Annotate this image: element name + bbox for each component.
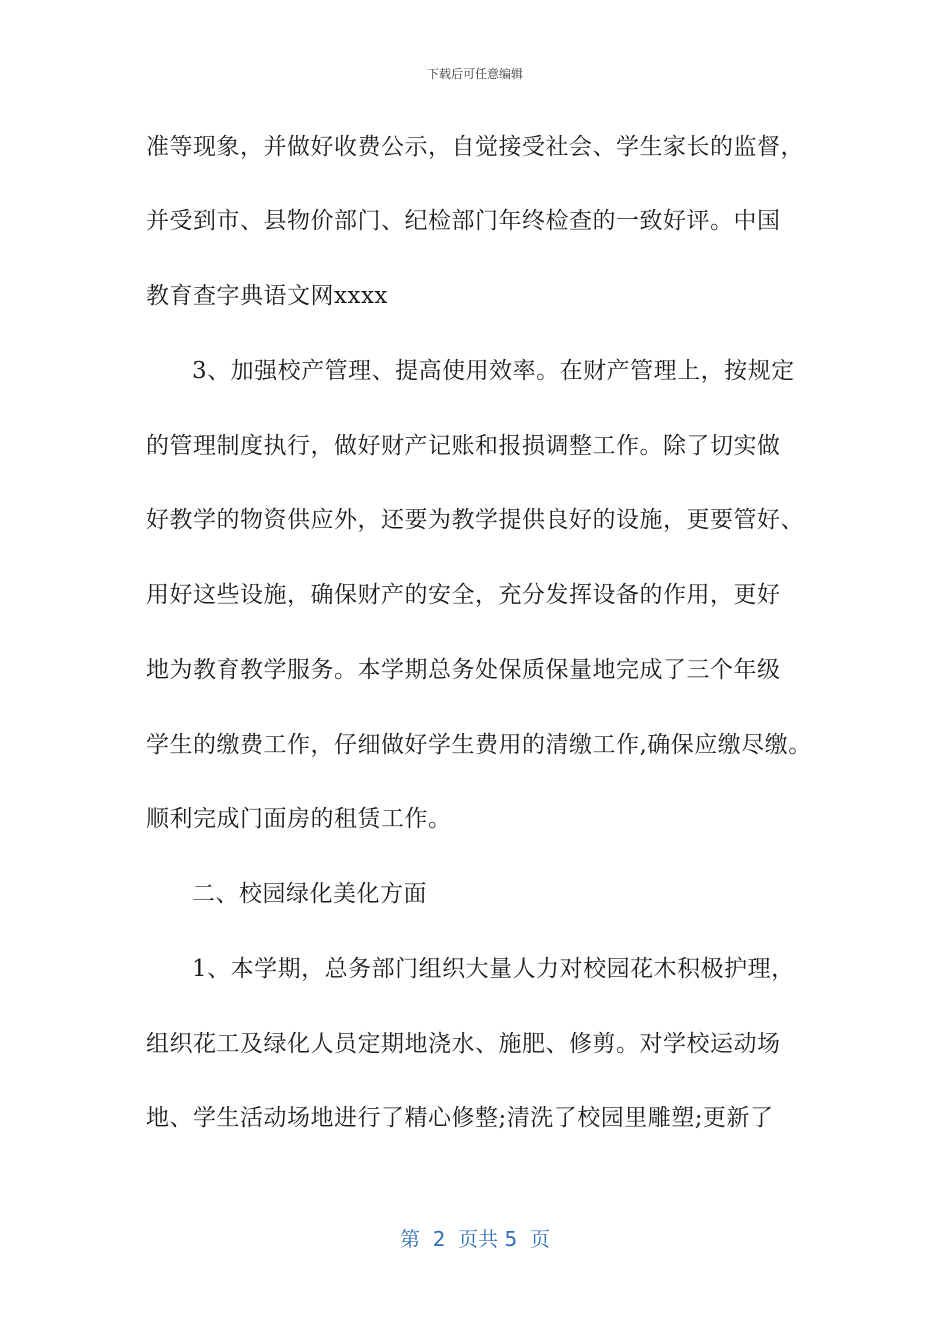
text-line: 1、本学期，总务部门组织大量人力对校园花木积极护理， <box>192 956 795 982</box>
text-line: 3、加强校产管理、提高使用效率。在财产管理上，按规定 <box>192 358 795 384</box>
text-line: 的管理制度执行，做好财产记账和报损调整工作。除了切实做 <box>146 433 781 459</box>
text-line: 教育查字典语文网xxxx <box>146 283 388 309</box>
text-line: 用好这些设施，确保财产的安全，充分发挥设备的作用，更好 <box>146 582 781 608</box>
text-line: 顺利完成门面房的租赁工作。 <box>146 806 452 832</box>
section-heading: 二、校园绿化美化方面 <box>192 881 427 907</box>
page-header: 下载后可任意编辑 <box>426 67 523 81</box>
text-line: 好教学的物资供应外，还要为教学提供良好的设施，更要管好、 <box>146 507 804 533</box>
text-line: 组织花工及绿化人员定期地浇水、施肥、修剪。对学校运动场 <box>146 1031 781 1057</box>
text-line: 并受到市、县物价部门、纪检部门年终检查的一致好评。中国 <box>146 208 781 234</box>
text-line: 地、学生活动场地进行了精心修整;清洗了校园里雕塑;更新了 <box>146 1105 774 1131</box>
page-number-footer: 第 2 页共 5 页 <box>400 1227 550 1251</box>
text-line: 地为教育教学服务。本学期总务处保质保量地完成了三个年级 <box>146 657 781 683</box>
text-line: 学生的缴费工作，仔细做好学生费用的清缴工作,确保应缴尽缴。 <box>146 732 812 758</box>
text-line: 准等现象，并做好收费公示，自觉接受社会、学生家长的监督， <box>146 134 804 160</box>
